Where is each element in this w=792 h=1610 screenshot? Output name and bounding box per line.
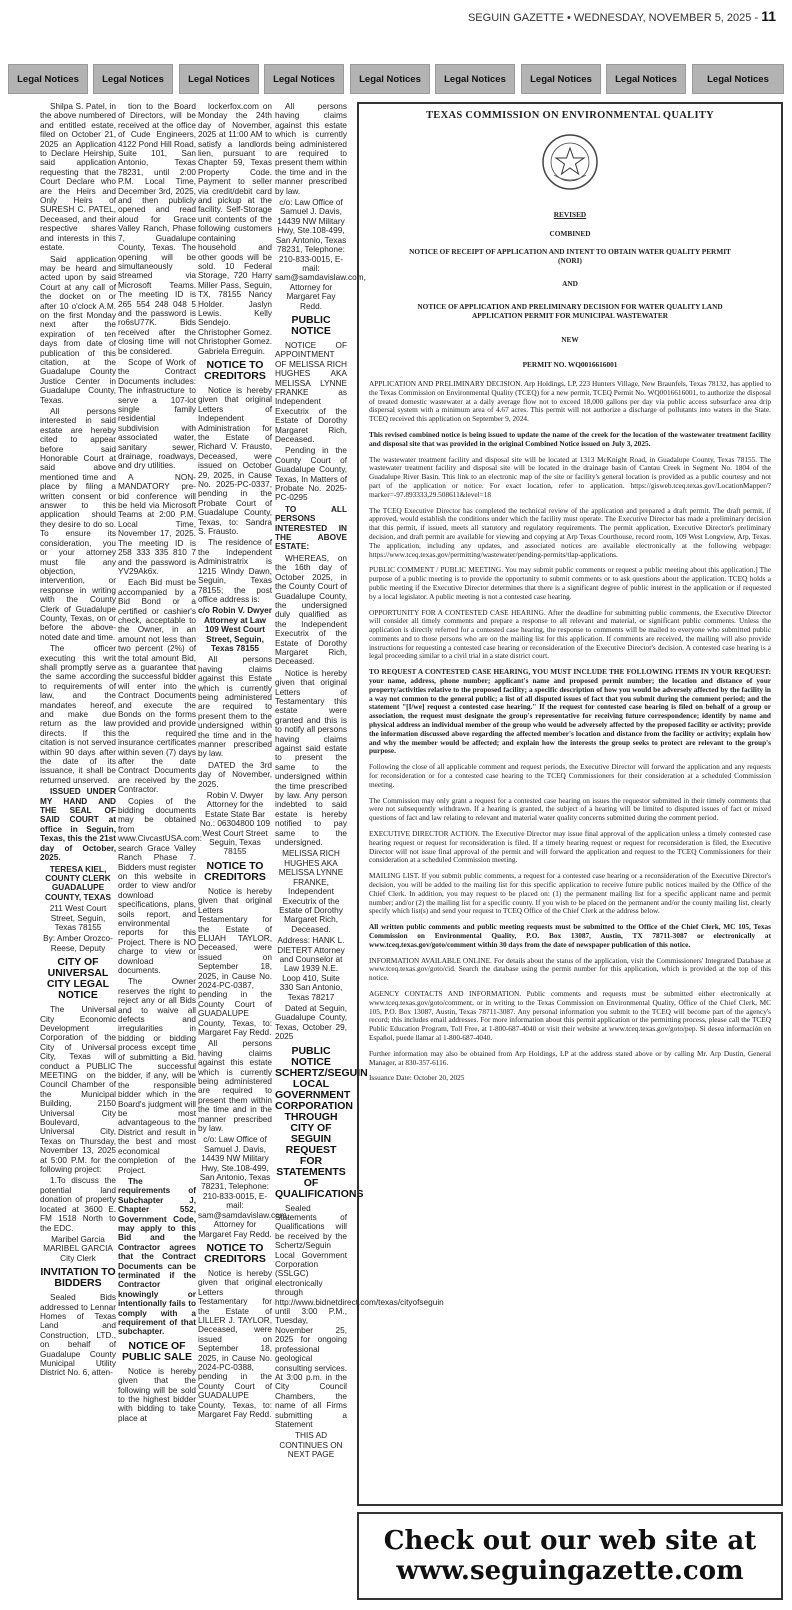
notice-text: All persons having claims against this Estate which is currently being administered are required to present them to the undersigned within the time and in the manner prescribed by law. [198,655,272,759]
contested-case-text: OPPORTUNITY FOR A CONTESTED CASE HEARING. After the deadline for submitting public comments, the Executive Director will consider all timely comments and prepare a response to all relevant and material, or significant public comments. Unless the application is directly referred for a contested case hearing, the response to comments will be mailed to everyone who submitted public comments and to those persons who are on the mailing list for this application. If comments are received, the mailing will also provide instructions for requesting a contested case hearing or reconsideration of the Executive Director's decision. A contested case hearing is a legal proceeding similar to a civil trial in a state district court. [369,607,771,661]
notice-text: TO ALL PERSONS INTERESTED IN THE ABOVE ESTATE: [275,504,347,552]
notice-text: Notice is hereby given that original Letters Testamentary for the Estate of ELIJAH TAYLOR, Deceased, were issued on September 18, 2025, in Cause No. 2024-PC-0387, pending in the County Court of GUADALUPE County, Texas, to: Margaret Fay Redd. [198,886,272,1037]
notice-text: Notice is hereby given that the following will be sold to the highest bidder with bidding to take place at [118,1366,196,1423]
and-label: AND [562,278,578,288]
notice-heading: NOTICE OF APPLICATION AND PRELIMINARY DECISION FOR WATER QUALITY LAND APPLICATION PERMIT FOR MUNICIPAL WASTEWATER [417,301,723,320]
legal-column-1 [40,102,116,1602]
signature: Robin V. Dwyer Attorney for the Estate State Bar No.: 06304800 109 West Court Street Seguin, Texas 78155 [199,791,271,857]
website-ad-line: Check out our web site at [383,1526,757,1556]
notice-title: NOTICE TO CREDITORS [204,1241,266,1265]
legal-notices-banner: Legal Notices [692,64,784,94]
legal-notices-banner: Legal Notices [8,64,88,94]
bid-text: tion to the Board of Directors, will be received at the office of Cude Engineers, 4122 Pond Hill Road, Suite 101, San Antonio, Texas 78231, until 2:00 P.M. Local Time, December 3rd, 2025, and then publicly opened and read aloud for Grace Valley Ranch, Phase 7, Guadalupe County, Texas. The opening will be simultaneously streamed via Microsoft Teams. The meeting ID is 265 554 248 048 5 and the password is ro6sU77K. Bids received after the closing time will not be considered. [118,102,196,356]
notice-title: PUBLIC NOTICE [291,313,331,337]
notice-text: Dated at Seguin, Guadalupe County, Texas, October 29, 2025 [275,1003,347,1042]
signature: MELISSA RICH HUGHES AKA MELISSA LYNNE FRANKE, Independent Executrix of the Estate of Dorothy Margaret Rich, Deceased. [278,849,344,934]
submission-text: All written public comments and public meeting requests must be submitted to the Office of the Chief Clerk, MC 105, Texas Commission on Environmental Quality, P.O. Box 13087, Austin, TX 78711-3087 or electronically at www.tceq.texas.gov/goto/comment within 30 days from the date of newspaper publication of this notice. [369,922,771,949]
notice-title: INVITATION TO BIDDERS [40,1266,116,1290]
legal-notices-banner: Legal Notices [264,64,344,94]
application-text: APPLICATION AND PRELIMINARY DECISION. Arp Holdings, LP, 223 Hunters Village, New Braunfels, Texas 78132, has applied to the Texas Commission on Environmental Quality (TCEQ) for a new permit, TCEQ Permit No. WQ0016616001, to authorize the disposal of treated domestic wastewater at a daily average flow not to exceed 18,000 gallons per day via public access subsurface area drip dispersal system with a minimum area of 4.67 acres. This permit will not authorize a discharge of pollutants into waters in the State. TCEQ received this application on September 9, 2024. [369,378,771,424]
notice-text: The Universal City Economic Development Corporation of the City of Universal City, Texas will conduct a PUBLIC MEETING on the Council Chamber of the Municipal Building, 2150 Universal City Boulevard, Universal City, Texas on Thursday, November 13, 2025 at 5:00 P.M. for the following project: [40,1005,116,1175]
notice-title: NOTICE OF PUBLIC SALE [121,1339,192,1363]
revised-label: REVISED [553,209,587,219]
heirship-text: The officer executing this writ shall promptly serve the same according to requirements of law, and the mandates hereof, and make due return as the law directs. If this citation is not served within 90 days after the date of its issuance, it shall be returned unserved. [40,644,116,785]
heirship-text: Said application may be heard and acted upon by said Court at any call of the docket on or after 10 o'clock A.M. on the first Monday next after the expiration of ten days from date of publication of this citation, at the Guadalupe County Justice Center in Guadalupe County, Texas. [40,254,116,405]
website-ad [357,1512,783,1600]
notice-text: Sealed Statements of Qualifications will be received by the Schertz/Seguin Local Government Corporation (SSLGC) electronically through http://www.bidnetdirect.com/texas/cityofseguin until 3:00 P.M., Tuesday, November 25, 2025 for ongoing professional geological consulting services. At 3:00 p.m. in the City Council Chambers, the name of all Firms submitting a Statement [275,1203,444,1429]
notice-text: All persons having claims against this estate which is currently being administered are required to present them within the time and in the manner prescribed by law. [275,102,347,196]
legal-column-3 [198,102,289,1602]
tceq-notice [357,102,783,1506]
bid-text: A NON-MANDATORY pre-bid conference will be held via Microsoft Teams at 2:00 P.M. Local Time, November 17, 2025. The meeting ID is 258 333 335 810 7 and the password is YV29Ak6x. [118,472,196,576]
notice-text: 1.To discuss the potential land donation of property located at 3600 E. FM 1518 North to the EDC. [40,1176,116,1233]
page-masthead: SEGUIN GAZETTE • WEDNESDAY, NOVEMBER 5, 2025 - 11 [467,8,776,24]
mailing-list-text: MAILING LIST. If you submit public comments, a request for a contested case hearing or a reconsideration of the Executive Director's decision, you will be added to the mailing list for this specific application to receive future public notices mailed by the Office of the Chief Clerk. In addition, you may request to be placed on: (1) the permanent mailing list for a specific applicant name and permit number; and/or (2) the mailing list for a specific county. If you wish to be placed on the permanent and/or the county mailing list, clearly specify which list(s) and send your request to TCEQ Office of the Chief Clerk at the address below. [369,871,771,916]
notice-text: Pending in the County Court of Guadalupe County, Texas, In Matters of Probate No. 2025-PC-0295 [275,446,347,503]
website-url[interactable]: www.seguingazette.com [396,1556,744,1586]
bid-text: The Owner reserves the right to reject any or all Bids and to waive all defects and irregularities in bidding or bidding process except time of submitting a Bid. The successful bidder, if any, will be the responsible bidder which in the Board's judgment will be most advantageous to the District and result in the best and most economical completion of the Project. [118,977,196,1175]
signature: c/o: Law Office of Samuel J. Davis, 14439 NW Military Hwy, Ste.108-499, San Antonio, Texas 78231, Telephone: 210-833-0015, E-mail: sam@samdavislaw.com, Attorney for Margaret Fay Redd. [198,1135,289,1239]
notice-text: The residence of the Independent Administratrix is 1215 Windy Dawn, Seguin, Texas 78155; the post office address is: [198,538,272,604]
executive-action-text: EXECUTIVE DIRECTOR ACTION. The Executive Director may issue final approval of the application unless a timely contested case hearing request or request for reconsideration is filed. If a timely hearing request or request for reconsideration is filed, the Executive Director will not issue final approval of the permit and will forward the application and request to the TCEQ Commissioners for their consideration at a scheduled Commission meeting. [369,829,771,865]
review-text: The TCEQ Executive Director has completed the technical review of the application and prepared a draft permit. The draft permit, if approved, would establish the conditions under which the facility must operate. The Executive Director has made a preliminary decision that this permit, if issued, meets all statutory and regulatory requirements. The permit application, Executive Director's preliminary decision, and draft permit are available for viewing and copying at Arp Texas Courthouse, record room, 109 West Longview, Arp, Texas. The application, including any updates, and associated notices are available electronically at the following webpage: https://www.tceq.texas.gov/permitting/wastewater/pending-permits/tlap-applications. [369,505,771,559]
signature: c/o: Law Office of Samuel J. Davis, 14439 NW Military Hwy, Ste.108-499, San Antonio, Texas 78231, Telephone: 210-833-0015, E-mail: sam@samdavislaw.com, Attorney for Margaret Fay Redd. [275,198,366,311]
commission-text: The Commission may only grant a request for a contested case hearing on issues the requestor submitted in their timely comments that were not subsequently withdrawn. If a hearing is granted, the subject of a hearing will be limited to disputed issues of fact or mixed questions of fact and law relating to relevant and material water quality concerns submitted during the comment period. [369,795,771,823]
revised-notice-text: This revised combined notice is being issued to update the name of the creek for the location of the wastewater treatment facility and disposal site that was provided in the original Combined Notice issued on July 3, 2025. [369,429,771,448]
notice-text: Notice is hereby given that original Letters of Testamentary this estate were granted and this is to notify all persons having claims against said estate to present the same to the undersigned within the time prescribed by law. Any person indebted to said estate is hereby notified to pay same to the undersigned. [275,668,347,848]
notice-title: NOTICE TO CREDITORS [204,859,266,883]
legal-notices-banner: Legal Notices [435,64,515,94]
heirship-text: Shilpa S. Patel, in the above numbered and entitled estate, filed on October 21, 2025 an Application to Declare Heirship, said application requesting that the Court Declare who are the Heirs and Only Heirs of SURESH C. PATEL, Deceased, and their respective shares and interests in this estate. [40,102,116,253]
address: c/o Robin V. Dwyer Attorney at Law 109 West Court Street, Seguin, Texas 78155 [198,606,272,653]
clerk-deputy: By: Amber Orozco-Reese, Deputy [43,934,113,953]
legal-notices-banner: Legal Notices [521,64,601,94]
legal-notices-banner: Legal Notices [179,64,259,94]
bid-text: Copies of the bidding documents may be obtained from www.CivcastUSA.com: search Grace Valley Ranch Phase 7. Bidders must register on this website in order to view and/or download specifications, plans, soils report, and environmental reports for this Project. There is NO charge to view or download documents. [118,796,202,975]
issue-date: WEDNESDAY, NOVEMBER 5, 2025 [573,12,752,24]
legal-notices-banner: Legal Notices [350,64,430,94]
reconsideration-text: Following the close of all applicable comment and request periods, the Executive Director will forward the application and any requests for reconsideration or for a contested case hearing to the TCEQ Commissioners for their consideration at a scheduled Commission meeting. [369,762,771,789]
notice-text: Notice is hereby given that original Letters of Independent Administration for the Estate of Richard V. Frausto, Deceased, were issued on October 29, 2025, in Cause No. 2025-PC-0337, pending in the Probate Court of Guadalupe County, Texas, to: Sandra S. Frausto. [198,385,272,537]
signature: Maribel Garcia MARIBEL GARCIA City Clerk [43,1234,113,1263]
clerk-name: TERESA KIEL, COUNTY CLERK GUADALUPE COUNTY, TEXAS [44,864,111,902]
new-label: NEW [561,335,579,345]
info-online-text: INFORMATION AVAILABLE ONLINE. For details about the status of the application, visit the Commissioners' Integrated Database at www.tceq.texas.gov/goto/cid. Search the database using the permit number for this application, which is provided at the top of this notice. [369,955,771,983]
notice-title: PUBLIC NOTICE SCHERTZ/SEGUIN LOCAL GOVERNMENT CORPORATION THROUGH CITY OF SEGUIN REQUEST FOR STATEMENTS OF QUALIFICATIONS [275,1044,368,1200]
continued-notice: THIS AD CONTINUES ON NEXT PAGE [279,1431,343,1460]
notice-text: WHEREAS, on the 16th day of October 2025, in the County Court of Guadalupe County, the undersigned duly qualified as the Independent Executrix of the Estate of Dorothy Margaret Rich, Deceased. [275,553,347,667]
attorney-address: Address: HANK L. DIETERT Attorney and Counselor at Law 1939 N.E. Loop 410, Suite 330 San Antonio, Texas 78217 [277,936,345,1002]
page-header [0,0,792,30]
bid-text: The requirements of Subchapter J, Chapter 552, Government Code, may apply to this Bid and the Contractor agrees that the Contract Documents can be terminated if the Contractor knowingly or intentionally fails to comply with a requirement of that subchapter. [118,1176,196,1337]
page-number: 11 [761,8,776,24]
notice-text: All persons having claims against this estate which is currently being administered are required to present them within the time and in the manner prescribed by law. [198,1039,272,1134]
location-text: The wastewater treatment facility and disposal site will be located at 1313 McKnight Road, in Guadalupe County, Texas 78155. The wastewater treatment facility and disposal site will be located in the drainage basin of Cantau Creek in Segment No. 1804 of the Guadalupe River Basin. This link to an electronic map of the site or facility's general location is provided as a public courtesy and not part of the application or notice. For exact location, refer to application. https://gisweb.tceq.texas.gov/LocationMapper/?marker=-97.893333,29.508611&level=18 [369,454,771,499]
permit-number: PERMIT NO. WQ0016616001 [522,360,618,370]
issuance-date: Issuance Date: October 20, 2025 [369,1073,465,1083]
agency-title: TEXAS COMMISSION ON ENVIRONMENTAL QUALITY [425,110,715,121]
notice-text: Notice is hereby given that original Letters Testamentary for the Estate of LILLER J. TAYLOR, Deceased, were issued on September 18, 2025, in Cause No. 2024-PC-0388, pending in the County Court of GUADALUPE County, Texas, to: Margaret Fay Redd. [198,1268,272,1419]
combined-label: COMBINED [549,228,591,238]
notice-heading: NOTICE OF RECEIPT OF APPLICATION AND INTENT TO OBTAIN WATER QUALITY PERMIT (NORI) [409,247,731,266]
legal-column-2 [118,102,202,1602]
notice-text: NOTICE OF APPOINTMENT OF MELISSA RICH HUGHES AKA MELISSA LYNNE FRANKE as Independent Executrix of the Estate of Dorothy Margaret Rich, Deceased. [275,340,347,444]
public-comment-text: PUBLIC COMMENT / PUBLIC MEETING. You may submit public comments or request a public meeting about this application.] The purpose of a public meeting is to provide the opportunity to submit comments or to ask questions about the application. TCEQ holds a public meeting if the Executive Director determines that there is a significant degree of public interest in the application or if requested by a local legislator. A public meeting is not a contested case hearing. [369,565,771,601]
sale-text: lockerfox.com on Monday the 24th day of November, 2025 at 11:00 AM to satisfy a landlords lien, pursuant to Chapter 59, Texas Property Code. Payment to seller via credit/debit card and pickup at the facility. Self-Storage unit contents of the following customers containing household and other goods will be sold. 10 Federal Storage, 720 Harry Miller Pass, Seguin, TX, 78155 Nancy Holder. Jaslyn Lewis. Kelly Sendejo. Christopher Gomez. Christopher Gomez. Gabriela Erreguin. [198,102,272,356]
notice-title: CITY OF UNIVERSAL CITY LEGAL NOTICE [46,956,110,1002]
texas-seal-icon [541,133,599,191]
paper-name: SEGUIN GAZETTE [467,12,564,24]
issued-text: ISSUED UNDER MY HAND AND THE SEAL OF SAID COURT at office in Seguin, Texas, this the 21st day of October, 2025. [40,787,116,863]
bid-text: Each Bid must be accompanied by a Bid Bond or a certified or cashier's check, acceptable to the Owner, in an amount not less than two percent (2%) of the total amount Bid, as a guarantee that the successful bidder will enter into the Contract Documents and execute the Bonds on the forms provided and provide the required insurance certificates within seven (7) days after the date Contract Documents are received by the Contractor. [118,578,196,795]
further-info-text: Further information may also be obtained from Arp Holdings, LP at the address stated above or by calling Mr. Arp Dustin, General Manager, at 830-357-6116. [369,1048,771,1067]
clerk-address: 211 West Court Street, Seguin, Texas 78155 [49,904,107,932]
heirship-text: All persons interested in said estate are hereby cited to appear before said Honorable Court at said above mentioned time and place by filing a written consent or answer to this application should they desire to do so. To ensure its consideration, you or your attorney must file any objection, intervention, or response in writing with the County Clerk of Guadalupe County, Texas, on or before the above-noted date and time. [40,407,116,642]
notice-text: Sealed Bids addressed to Lennar Homes of Texas Land and Construction, LTD., on behalf of Guadalupe County Municipal Utility District No. 6, atten- [40,1293,116,1378]
hearing-request-text: TO REQUEST A CONTESTED CASE HEARING, YOU MUST INCLUDE THE FOLLOWING ITEMS IN YOUR REQUEST: your name, address, phone number; applicant's name and proposed permit number; the location and distance of your property/activities relative to the proposed facility; a specific description of how you would be adversely affected by the facility in a way not common to the general public; a list of all disputed issues of fact that you submit during the comment period; and the statement "[I/we] request a contested case hearing." If the request for contested case hearing is filed on behalf of a group or association, the request must designate the group's representative for receiving future correspondence; identify by name and physical address an individual member of the group who would be adversely affected by the proposed facility or activity; provide the information discussed above regarding the affected member's location and distance from the facility or activity; explain how and why the member would be affected; and explain how the interests the group seeks to protect are relevant to the group's purpose. [369,667,771,756]
bid-text: Scope of Work of the Contract Documents includes: The infrastructure to serve a 107-lot single family residential subdivision with associated water, sanitary sewer, drainage, roadways, and dry utilities. [118,357,196,471]
notice-title: NOTICE TO CREDITORS [204,358,266,382]
legal-notices-banner: Legal Notices [606,64,686,94]
legal-notices-banner: Legal Notices [93,64,173,94]
notice-text: DATED the 3rd day of November, 2025. [198,760,272,789]
agency-contacts-text: AGENCY CONTACTS AND INFORMATION. Public comments and requests must be submitted either electronically at www.tceq.texas.gov/goto/comment, or in writing to the Texas Commission on Environmental Quality, Office of the Chief Clerk, MC 105, P.O. Box 13087, Austin, Texas 78711-3087. Any personal information you submit to the TCEQ will become part of the agency's record; this includes email addresses. For more information about this permit application or the permitting process, please call the TCEQ Public Education Program, Toll Free, at 1-800-687-4040 or visit their website at www.tceq.texas.gov/goto/pep. Si desea información en Español, puede llamar al 1-800-687-4040. [369,988,771,1042]
